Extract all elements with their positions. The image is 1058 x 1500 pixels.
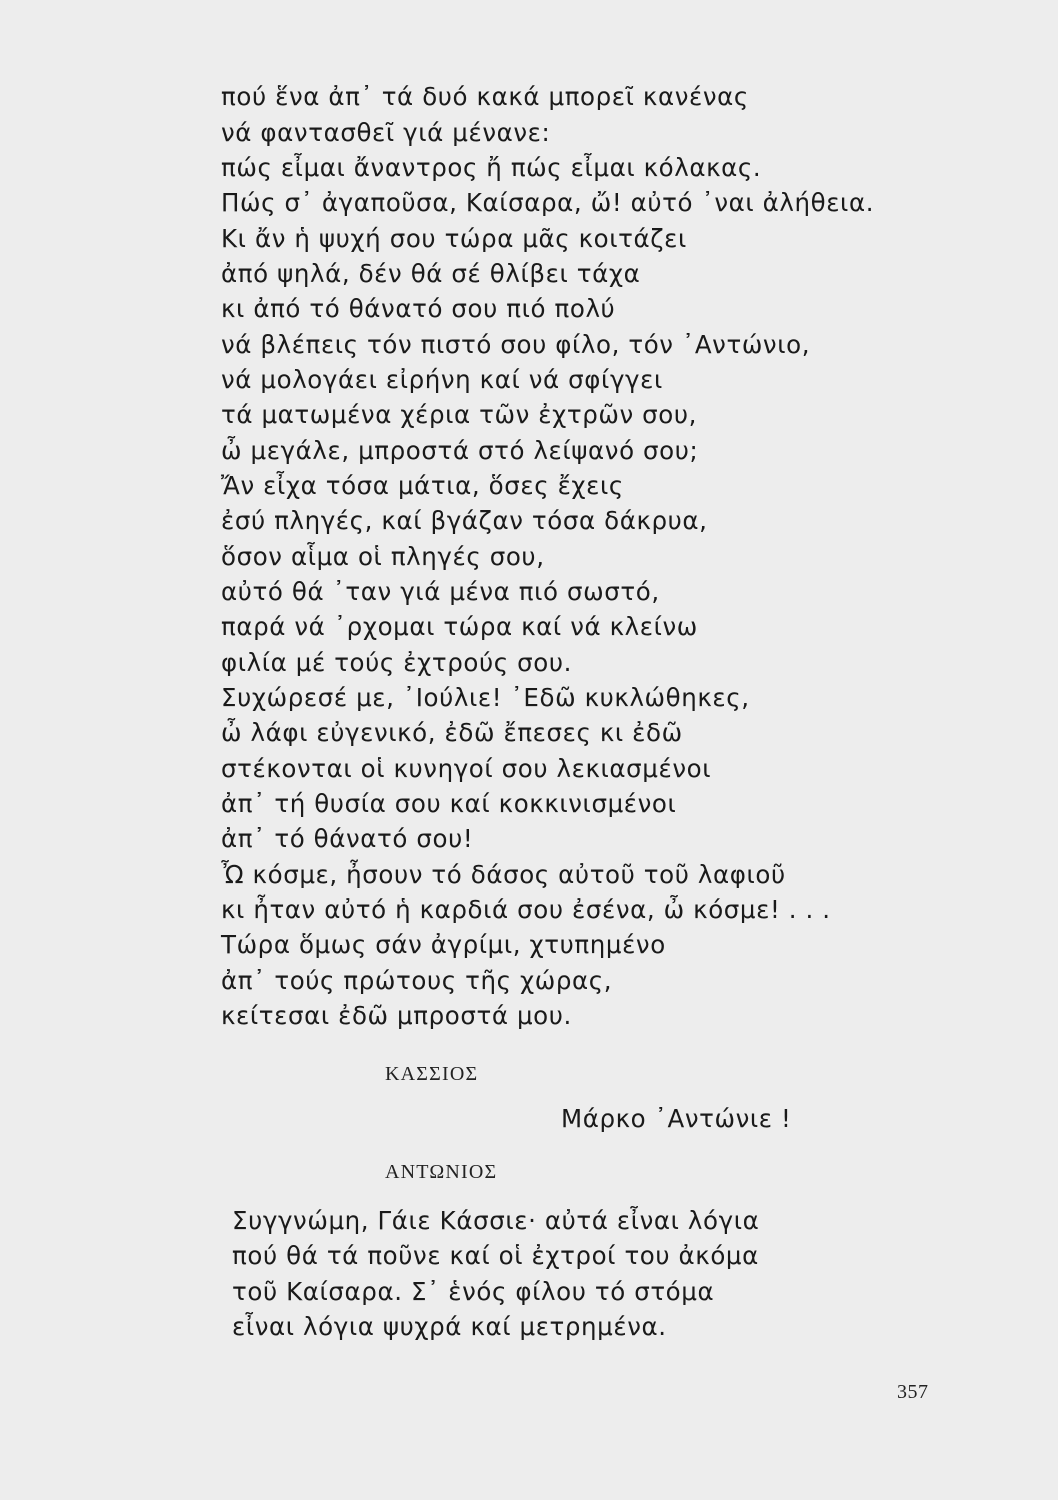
verse-line: πώς εἶμαι ἄναντρος ἤ πώς εἶμαι κόλακας. — [221, 153, 762, 182]
verse-line: κι ἀπό τό θάνατό σου πιό πολύ — [221, 294, 616, 323]
verse-line: ἀπ᾽ τή θυσία σου καί κοκκινισμένοι — [221, 789, 677, 818]
verse-line: Συγγνώμη, Γάιε Κάσσιε· αὐτά εἶναι λόγια — [232, 1206, 760, 1235]
verse-line: νά μολογάει εἰρήνη καί νά σφίγγει — [221, 365, 663, 394]
verse-line: κείτεσαι ἐδῶ μπροστά μου. — [221, 1001, 572, 1030]
speaker-name-kassios: ΚΑΣΣΙΟΣ — [385, 1063, 479, 1085]
verse-line: πού ἕνα ἀπ᾽ τά δυό κακά μπορεῖ κανένας — [221, 82, 749, 111]
verse-line: ὦ μεγάλε, μπροστά στό λείψανό σου; — [221, 436, 699, 465]
cassius-line: Μάρκο ᾽Αντώνιε ! — [561, 1104, 792, 1133]
verse-line: νά φαντασθεῖ γιά μένανε: — [221, 118, 551, 147]
verse-line: πού θά τά ποῦνε καί οἱ ἐχτροί του ἀκόμα — [232, 1241, 759, 1270]
verse-line: κι ἦταν αὐτό ἡ καρδιά σου ἐσένα, ὦ κόσμε! . . . — [221, 895, 831, 924]
verse-line: εἶναι λόγια ψυχρά καί μετρημένα. — [232, 1312, 667, 1341]
verse-line: παρά νά ᾽ρχομαι τώρα καί νά κλείνω — [221, 612, 698, 641]
verse-line: φιλία μέ τούς ἐχτρούς σου. — [221, 648, 572, 677]
verse-line: Πώς σ᾽ ἀγαποῦσα, Καίσαρα, ὤ! αὐτό ᾽ναι ἀλήθεια. — [221, 188, 875, 217]
verse-line: στέκονται οἱ κυνηγοί σου λεκιασμένοι — [221, 754, 712, 783]
verse-line: αὐτό θά ᾽ταν γιά μένα πιό σωστό, — [221, 577, 660, 606]
verse-line: Κι ἄν ἡ ψυχή σου τώρα μᾶς κοιτάζει — [221, 224, 687, 253]
verse-line: Ἄν εἶχα τόσα μάτια, ὅσες ἔχεις — [221, 471, 624, 500]
speaker-name-antonios: ΑΝΤΩΝΙΟΣ — [385, 1161, 498, 1183]
verse-line: ἐσύ πληγές, καί βγάζαν τόσα δάκρυα, — [221, 506, 708, 535]
verse-line: ἀπ᾽ τούς πρώτους τῆς χώρας, — [221, 966, 613, 995]
verse-line: Ὦ κόσμε, ἦσουν τό δάσος αὐτοῦ τοῦ λαφιοῦ — [221, 860, 786, 889]
verse-line: τοῦ Καίσαρα. Σ᾽ ἑνός φίλου τό στόμα — [232, 1277, 715, 1306]
verse-line: ἀπό ψηλά, δέν θά σέ θλίβει τάχα — [221, 259, 641, 288]
verse-line: ὅσον αἷμα οἱ πληγές σου, — [221, 542, 545, 571]
verse-line: ὦ λάφι εὐγενικό, ἐδῶ ἔπεσες κι ἐδῶ — [221, 718, 683, 747]
page-number: 357 — [897, 1381, 929, 1403]
verse-line: τά ματωμένα χέρια τῶν ἐχτρῶν σου, — [221, 400, 698, 429]
verse-line: Συχώρεσέ με, ᾽Ιούλιε! ᾽Εδῶ κυκλώθηκες, — [221, 683, 750, 712]
verse-line: Τώρα ὅμως σάν ἀγρίμι, χτυπημένο — [221, 930, 666, 959]
verse-line: ἀπ᾽ τό θάνατό σου! — [221, 824, 474, 853]
verse-line: νά βλέπεις τόν πιστό σου φίλο, τόν ᾽Αντώνιο, — [221, 330, 811, 359]
